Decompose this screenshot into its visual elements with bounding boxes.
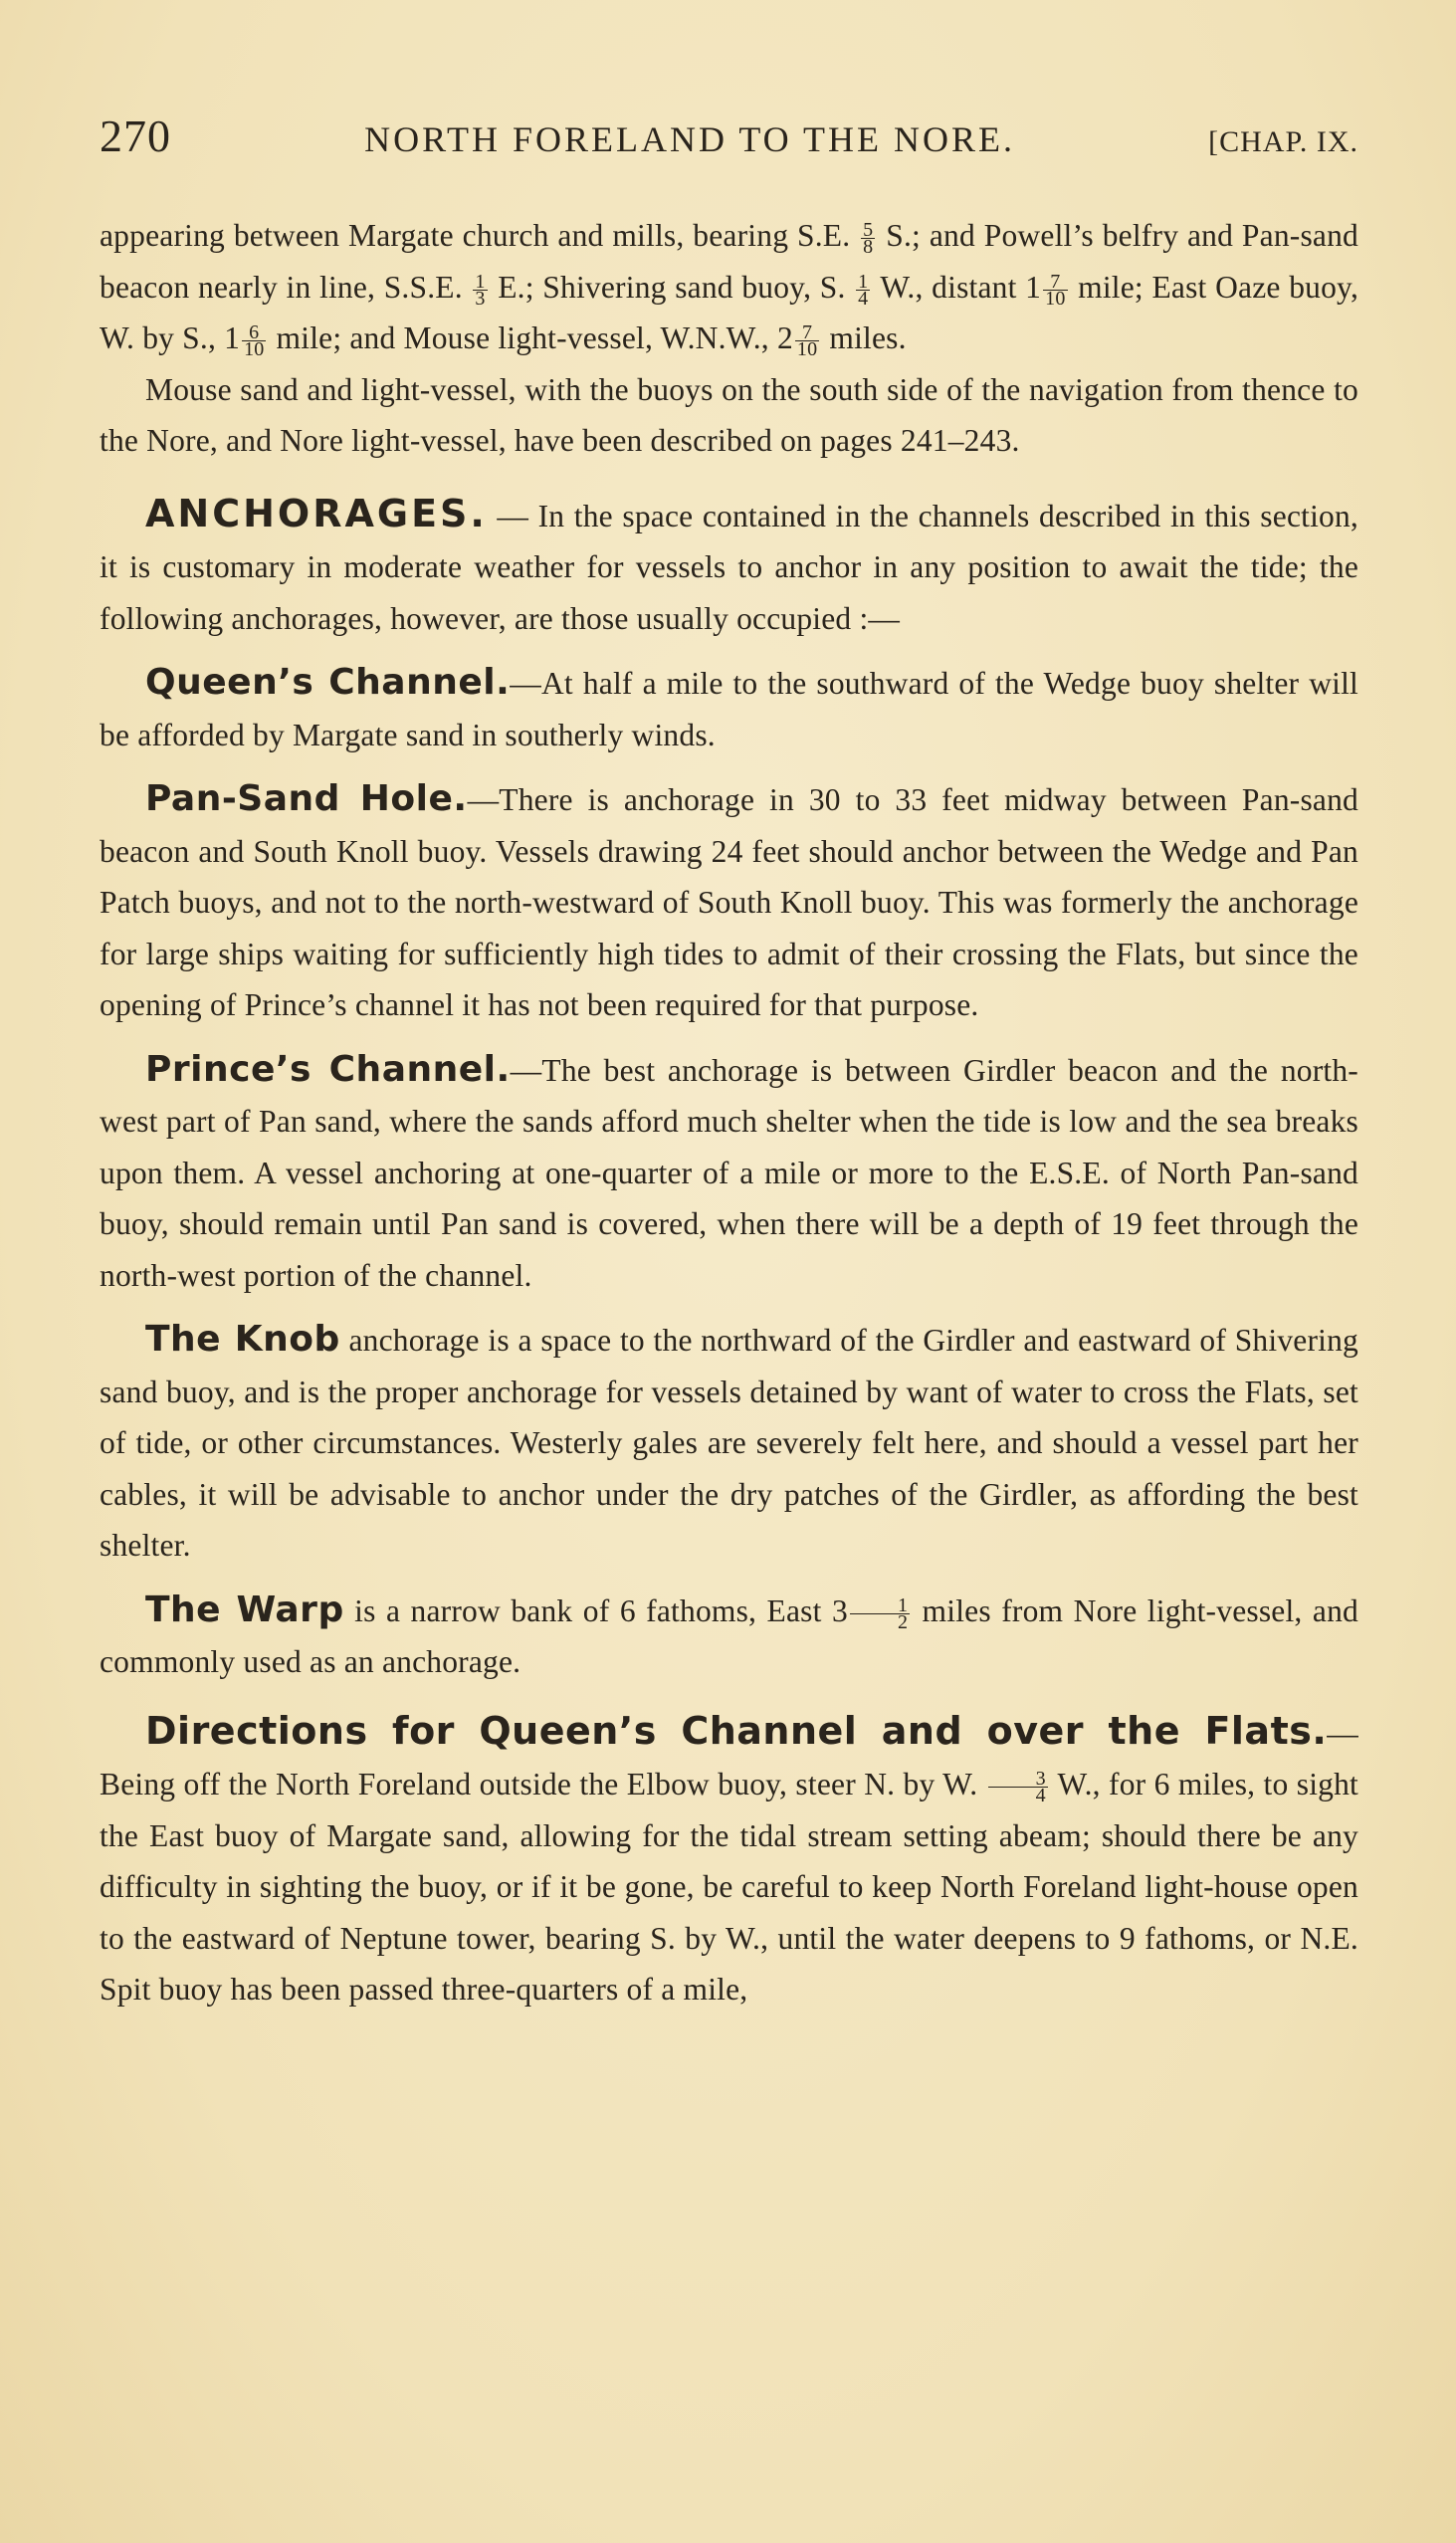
fraction: $\frac{1}{3}$ xyxy=(475,270,486,310)
text-run: W., distant 1 xyxy=(880,269,1042,305)
paragraph-mouse-sand: Mouse sand and light-vessel, with the buoys on the south side of the navigation from thence to the Nore, and Nore light-vessel, have been described on pages 241–243. xyxy=(100,371,1358,458)
text-run: —The best anchorage is between Girdler beacon and the north-west part of Pan sand, where the sands afford much shelter when the tide is low and the sea breaks upon them. A vessel anchoring at one-quarter of a mile or more to the E.S.E. of North Pan-sand buoy, should remain until Pan sand is covered, when there will be a depth of 19 feet through the north-west portion of the channel. xyxy=(100,1052,1358,1293)
text-run: is a narrow bank of 6 fathoms, East 3 xyxy=(343,1592,848,1628)
text-run: anchorage is a space to the northward of the Girdler and eastward of Shivering sand buoy, and is the proper anchorage for vessels detained by want of water to cross the Flats, set of tide, or other circumstances. Westerly gales are severely felt here, and should a vessel part her cables, it will be advisable to anchor under the dry patches of the Girdler, as affording the best shelter. xyxy=(100,1323,1358,1563)
paragraph-bearings xyxy=(100,210,1358,364)
page-number: 270 xyxy=(100,110,171,161)
text-run: E.; Shivering sand buoy, S. xyxy=(498,269,846,305)
fraction: $\frac{7}{10}$ xyxy=(796,321,818,361)
section-heading-the-knob: The Knob xyxy=(145,1319,340,1360)
fraction: $\frac{3}{4}$ xyxy=(988,1771,1048,1803)
section-heading-directions: Directions for Queen’s Channel and over the Flats. xyxy=(145,1708,1328,1753)
running-title: NORTH FORELAND TO THE NORE. xyxy=(364,119,1015,159)
fraction: $\frac{7}{10}$ xyxy=(1045,270,1066,310)
paragraph-queens-channel xyxy=(100,657,1358,760)
text-run: appearing between Margate church and mills, bearing S.E. xyxy=(100,218,851,253)
text-run: —At half a mile to the southward of the Wedge buoy shelter will be afforded by Margate sand in southerly winds. xyxy=(100,666,1358,752)
paragraph-the-knob xyxy=(100,1314,1358,1572)
section-heading-the-warp: The Warp xyxy=(145,1589,344,1630)
text-run: mile; and Mouse light-vessel, W.N.W., 2 xyxy=(276,320,793,355)
text-run: S.; and Powell’s belfry and Pan-sand beacon nearly in line, S.S.E. xyxy=(100,218,1359,305)
fraction: $\frac{5}{8}$ xyxy=(863,219,874,259)
section-heading-princes-channel: Prince’s Channel. xyxy=(145,1048,511,1090)
chapter-label: [CHAP. IX. xyxy=(1208,125,1358,158)
text-run: —There is anchorage in 30 to 33 feet midway between Pan-sand beacon and South Knoll buoy. Vessels drawing 24 feet should anchor between the Wedge and Pan Patch buoys, and not to the north-westward of South Knoll buoy. This was formerly the anchorage for large ships waiting for sufficiently high tides to admit of their crossing the Flats, but since the opening of Prince’s channel it has not been required for that purpose. xyxy=(100,782,1359,1022)
section-heading-queens-channel: Queen’s Channel. xyxy=(145,662,511,703)
paragraph-directions xyxy=(100,1706,1358,2015)
text-run: W., for 6 miles, to sight the East buoy of Margate sand, allowing for the tidal stream setting abeam; should there be any difficulty in sighting the buoy, or if it be gone, be careful to keep North Foreland light-house open to the eastward of Neptune tower, bearing S. by W., until the water deepens to 9 fathoms, or N.E. Spit buoy has been passed three-quarters of a mile, xyxy=(100,1767,1359,2007)
paragraph-the-warp xyxy=(100,1585,1358,1688)
section-heading-anchorages: ANCHORAGES. xyxy=(145,491,488,535)
text-run: miles from Nore light-vessel, and commonly used as an anchorage. xyxy=(100,1592,1358,1679)
section-heading-pan-sand-hole: Pan-Sand Hole. xyxy=(145,778,468,819)
text-run: miles. xyxy=(829,320,907,355)
fraction: $\frac{1}{2}$ xyxy=(850,1597,910,1630)
page-header xyxy=(100,109,1358,162)
paragraph-pan-sand-hole xyxy=(100,773,1358,1031)
paragraph-anchorages xyxy=(100,489,1358,645)
text-run: mile; East Oaze buoy, W. by S., 1 xyxy=(100,269,1359,355)
fraction: $\frac{1}{4}$ xyxy=(858,270,869,310)
fraction: $\frac{6}{10}$ xyxy=(244,321,265,361)
text-run: — Being off the North Foreland outside the Elbow buoy, steer N. by W. xyxy=(100,1715,1358,1801)
text-run: — In the space contained in the channels described in this section, it is customary in moderate weather for vessels to anchor in any position to await the tide; the following anchorages, however, are those usually occupied :— xyxy=(100,498,1358,636)
paragraph-princes-channel xyxy=(100,1044,1358,1302)
book-page xyxy=(100,109,1358,2015)
